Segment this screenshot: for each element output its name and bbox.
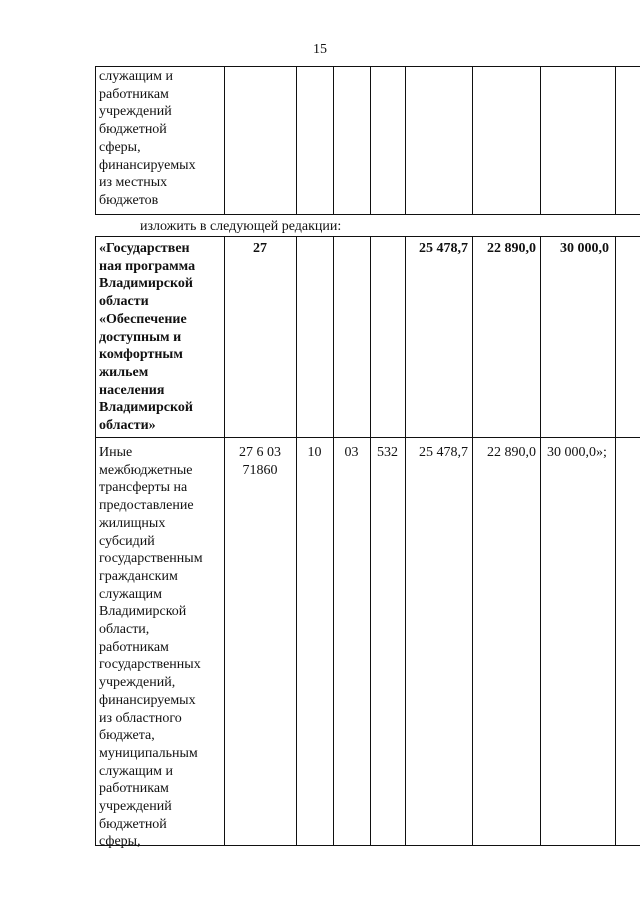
- program-code-cell: 27: [253, 241, 267, 256]
- value-2021-cell: 25 478,7: [419, 445, 468, 460]
- subsection-cell: 03: [344, 445, 359, 460]
- program-name-cell: «Государствен ная программа Владимирской области «Обеспечение доступным и комфортным жильем населения Владимирской области»: [99, 241, 196, 434]
- value-2022-cell: 22 890,0: [487, 241, 536, 256]
- expense-type-cell: 532: [377, 445, 398, 460]
- page-number: 15: [313, 42, 327, 57]
- transfer-name-cell: Иные межбюджетные трансферты на предоставление жилищных субсидий государственным гражданским служащим Владимирской области, работникам государственных учреждений, финансируемых из областного бюджета, муниципальным служащим и работникам учреждений бюджетной сферы,: [99, 445, 203, 850]
- value-2022-cell: 22 890,0: [487, 445, 536, 460]
- transfer-code-cell: 27 6 03 71860: [239, 445, 281, 478]
- value-2023-cell: 30 000,0»;: [547, 445, 607, 460]
- value-2021-cell: 25 478,7: [419, 241, 468, 256]
- value-2023-cell: 30 000,0: [560, 241, 609, 256]
- table-top-name-cell: служащим и работникам учреждений бюджетной сферы, финансируемых из местных бюджетов: [99, 69, 196, 208]
- caption: изложить в следующей редакции:: [140, 219, 342, 234]
- section-cell: 10: [307, 445, 322, 460]
